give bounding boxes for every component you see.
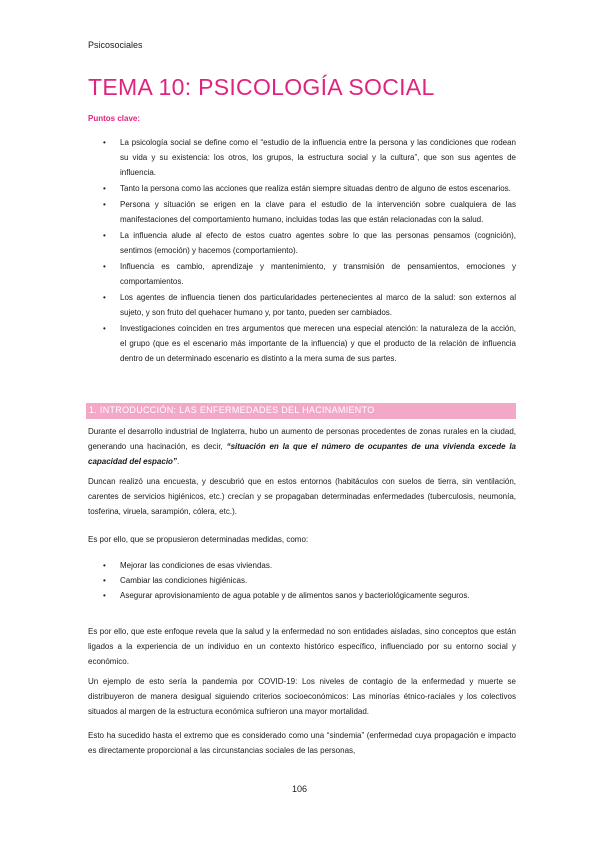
key-point-item: • Influencia es cambio, aprendizaje y mantenimiento, y transmisión de pensamientos, emociones y comportamientos. xyxy=(88,259,516,289)
key-point-item: • Investigaciones coinciden en tres argumentos que merecen una especial atención: la naturaleza de la acción, el grupo (que es el escenario más importante de la influencia) y que el producto de la relación de influencia dentro de un determinado escenario es distinto a la mera suma de sus partes. xyxy=(88,321,516,366)
paragraph-measures-intro: Es por ello, que se propusieron determinadas medidas, como: xyxy=(88,535,309,544)
key-points-list xyxy=(88,135,516,367)
running-header: Psicosociales xyxy=(88,40,143,50)
chapter-title: TEMA 10: PSICOLOGÍA SOCIAL xyxy=(88,74,435,100)
key-point-item: • Los agentes de influencia tienen dos particularidades pertenecientes al marco de la salud: son externos al sujeto, y son fruto del quehacer humano y, por tanto, pueden ser cambiados. xyxy=(88,290,516,320)
paragraph-duncan: Duncan realizó una encuesta, y descubrió que en estos entornos (habitáculos con suelos de tierra, sin ventilación, carentes de servicios higiénicos, etc.) crecían y se propagaban determinadas enfermedades (tuberculosis, neumonía, tosferina, viruela, sarampión, cólera, etc.). xyxy=(88,477,516,516)
paragraph-sindemia: Esto ha sucedido hasta el extremo que es considerado como una “sindemia” (enfermedad cuya propagación e impacto es directamente proporcional a las circunstancias sociales de las personas, xyxy=(88,731,516,755)
key-point-item: • Tanto la persona como las acciones que realiza están siempre situadas dentro de alguno de estos escenarios. xyxy=(88,181,516,196)
key-point-item: • La psicología social se define como el “estudio de la influencia entre la persona y las condiciones que rodean su vida y su existencia: los otros, los grupos, la estructura social y la cultura”, que son sus agentes de influencia. xyxy=(88,135,516,180)
paragraph-text: . xyxy=(176,457,180,466)
paragraph-approach: Es por ello, que este enfoque revela que la salud y la enfermedad no son entidades aisladas, sino conceptos que están ligados a la experiencia de un individuo en un contexto histórico específico, influenciado por su entorno social y económico. xyxy=(88,627,516,666)
definition-quote: “situación en la que el número de ocupantes de una vivienda excede la capacidad del espacio” xyxy=(88,442,517,466)
measure-item: • Cambiar las condiciones higiénicas. xyxy=(88,573,516,588)
paragraph-industrial xyxy=(88,424,516,469)
measures-list xyxy=(88,558,516,603)
key-point-item: • La influencia alude al efecto de estos cuatro agentes sobre lo que las personas pensamos (cognición), sentimos (emoción) y hacemos (comportamiento). xyxy=(88,228,516,258)
measure-item: • Asegurar aprovisionamiento de agua potable y de alimentos sanos y bacteriológicamente seguros. xyxy=(88,588,516,603)
paragraph-covid: Un ejemplo de esto sería la pandemia por COVID-19: Los niveles de contagio de la enfermedad y muerte se distribuyeron de manera desigual siguiendo criterios socioeconómicos: Las minorías étnico-raciales y los colectivos situados al margen de la estructura económica sufrieron una mayor mortalidad. xyxy=(88,677,516,716)
paragraph-text: Durante el desarrollo industrial de Inglaterra, hubo un aumento de personas procedentes de zonas rurales en la ciudad, generando una hacinación, es decir, xyxy=(88,427,516,451)
key-points-label: Puntos clave: xyxy=(88,114,141,123)
measure-item: • Mejorar las condiciones de esas viviendas. xyxy=(88,558,516,573)
key-point-item: • Persona y situación se erigen en la clave para el estudio de la intervención sobre cualquiera de las manifestaciones del comportamiento humano, incluidas todas las que están relacionadas con la salud. xyxy=(88,197,516,227)
page-number: 106 xyxy=(291,784,308,794)
section-heading: 1. INTRODUCCIÓN: LAS ENFERMEDADES DEL HACINAMIENTO xyxy=(89,405,375,415)
section-heading-bar xyxy=(86,403,516,419)
